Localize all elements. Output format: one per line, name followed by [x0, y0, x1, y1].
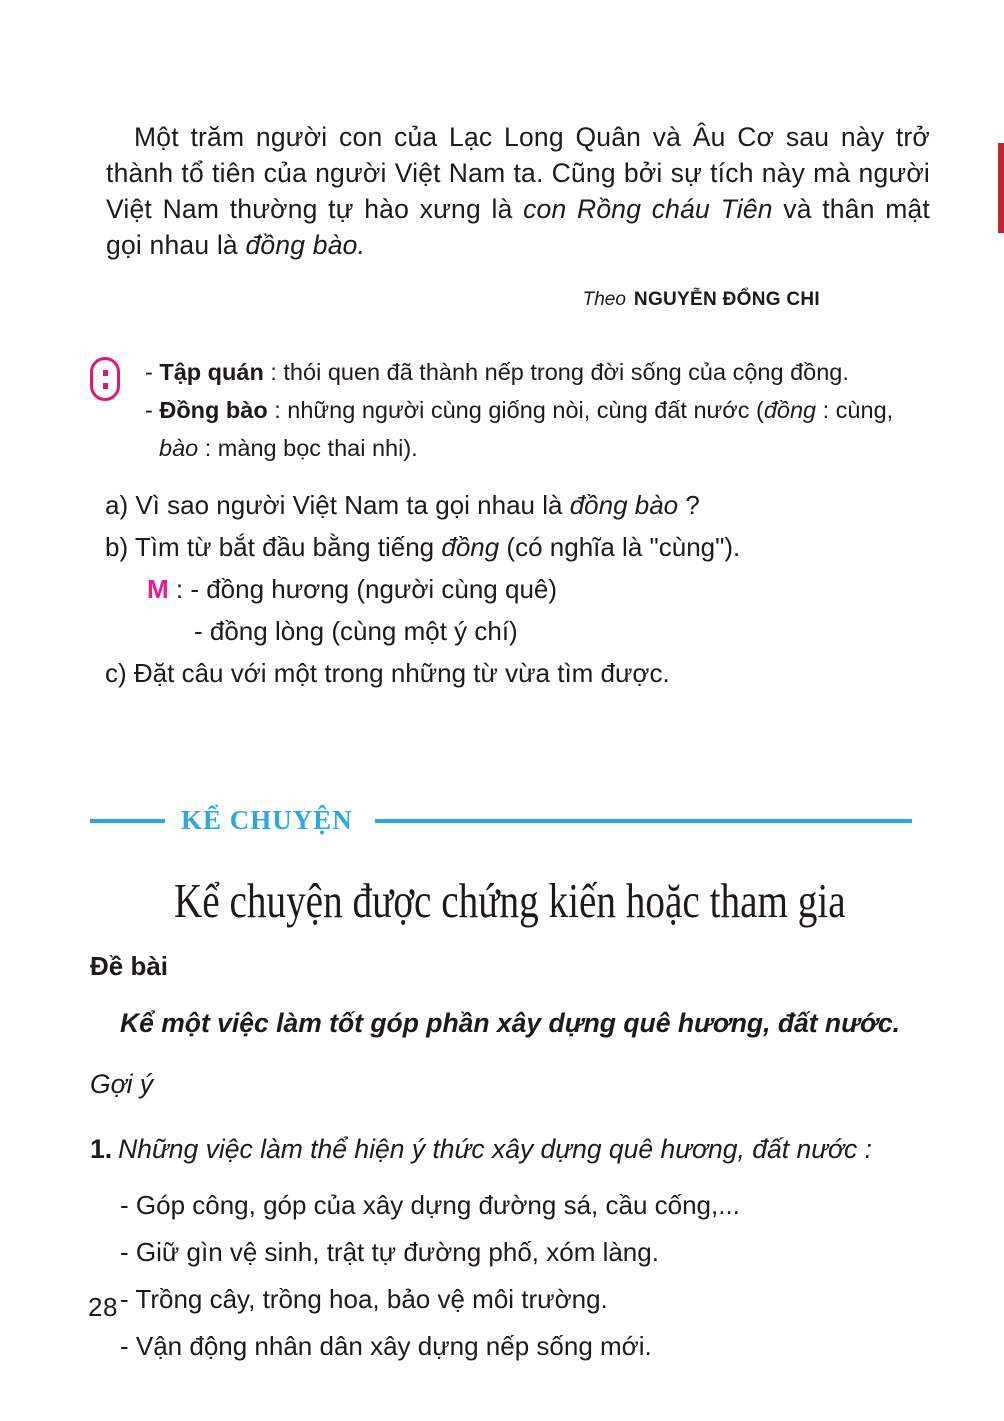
- question-text: ?: [678, 490, 700, 520]
- bullet-list: [120, 1191, 930, 1360]
- glossary-definition: : cùng,: [816, 397, 894, 423]
- bullet-item: - Vận động nhân dân xây dựng nếp sống mới.: [120, 1331, 652, 1361]
- glossary-separator: :: [263, 359, 284, 385]
- lesson-title: Kể chuyện được chứng kiến hoặc tham gia: [174, 873, 846, 928]
- example-line-2: [194, 617, 930, 645]
- attribution-author: NGUYỄN ĐỔNG CHI: [633, 289, 820, 310]
- hint-number: 1.: [90, 1134, 113, 1164]
- entry-dash: -: [145, 359, 160, 385]
- hint-item-1: [90, 1134, 930, 1165]
- question-label: c): [105, 658, 134, 688]
- bullet-item: - Góp công, góp của xây dựng đường sá, cầu cống,...: [120, 1190, 740, 1220]
- goi-y-heading: Gợi ý: [90, 1069, 154, 1099]
- question-italic: đồng bào: [569, 490, 679, 520]
- glossary-definition: : màng bọc thai nhi).: [198, 435, 418, 461]
- glossary-definition-italic: bào: [159, 435, 199, 461]
- header-rule-left: [90, 819, 165, 823]
- question-label: b): [105, 532, 135, 562]
- question-italic: đồng: [441, 532, 500, 562]
- question-a: [105, 491, 930, 519]
- page-edge-red-mark: [998, 143, 1004, 233]
- bullet-item: - Giữ gìn vệ sinh, trật tự đường phố, xóm làng.: [120, 1237, 659, 1267]
- paragraph-text: và thân mật gọi nhau là: [106, 193, 930, 260]
- example-text: - đồng hương (người cùng quê): [190, 574, 558, 604]
- entry-dash: -: [145, 397, 160, 423]
- glossary-entry: [145, 391, 930, 467]
- question-text: Tìm từ bắt đầu bằng tiếng: [134, 532, 442, 562]
- page-number: 28: [88, 1292, 118, 1322]
- reading-paragraph: [106, 119, 930, 263]
- section-header: [90, 805, 930, 836]
- attribution-prefix: Theo: [582, 289, 626, 310]
- colon-dot: [103, 370, 108, 376]
- colon-dot: [103, 383, 108, 389]
- question-text: Vì sao người Việt Nam ta gọi nhau là: [135, 490, 570, 520]
- glossary-term: Tập quán: [159, 359, 264, 385]
- header-rule-right: [375, 819, 912, 823]
- glossary-separator: :: [267, 397, 288, 423]
- glossary-entries: [145, 353, 930, 467]
- de-bai-heading: Đề bài: [90, 951, 169, 981]
- questions-block: [90, 491, 930, 687]
- section-header-label: KỂ CHUYỆN: [181, 805, 353, 835]
- bullet-item: - Trồng cây, trồng hoa, bảo vệ môi trường.: [120, 1284, 608, 1314]
- question-c: [105, 659, 930, 687]
- example-marker: M: [147, 574, 169, 604]
- question-label: a): [105, 490, 136, 520]
- glossary-block: [90, 353, 930, 467]
- glossary-definition-italic: đồng: [763, 397, 817, 423]
- example-line-1: [147, 575, 930, 603]
- paragraph-text: Một trăm người con của Lạc Long Quân và Âu Cơ sau này trở thành tổ tiên của người Việt Nam ta. Cũng bởi sự tích này mà người Việt Nam thường tự hào xưng là: [106, 121, 930, 224]
- glossary-definition: thói quen đã thành nếp trong đời sống của cộng đồng.: [283, 359, 849, 385]
- glossary-entry: [145, 353, 930, 391]
- glossary-term: Đồng bào: [159, 397, 268, 423]
- attribution: [90, 289, 930, 311]
- lesson-title-wrap: [90, 872, 930, 929]
- hint-text: Những việc làm thể hiện ý thức xây dựng quê hương, đất nước :: [118, 1134, 872, 1164]
- question-b: [105, 533, 930, 561]
- example-text: - đồng lòng (cùng một ý chí): [194, 616, 518, 646]
- paragraph-italic-phrase: đồng bào.: [245, 229, 366, 260]
- example-separator: :: [168, 574, 191, 604]
- question-text: Đặt câu với một trong những từ vừa tìm được.: [133, 658, 670, 688]
- question-text: (có nghĩa là "cùng").: [499, 532, 741, 562]
- glossary-colon-icon: [90, 357, 120, 401]
- glossary-definition: những người cùng giống nòi, cùng đất nước (: [287, 397, 764, 423]
- assignment-topic: Kể một việc làm tốt góp phần xây dựng quê hương, đất nước.: [120, 1008, 900, 1038]
- paragraph-italic-phrase: con Rồng cháu Tiên: [523, 193, 773, 224]
